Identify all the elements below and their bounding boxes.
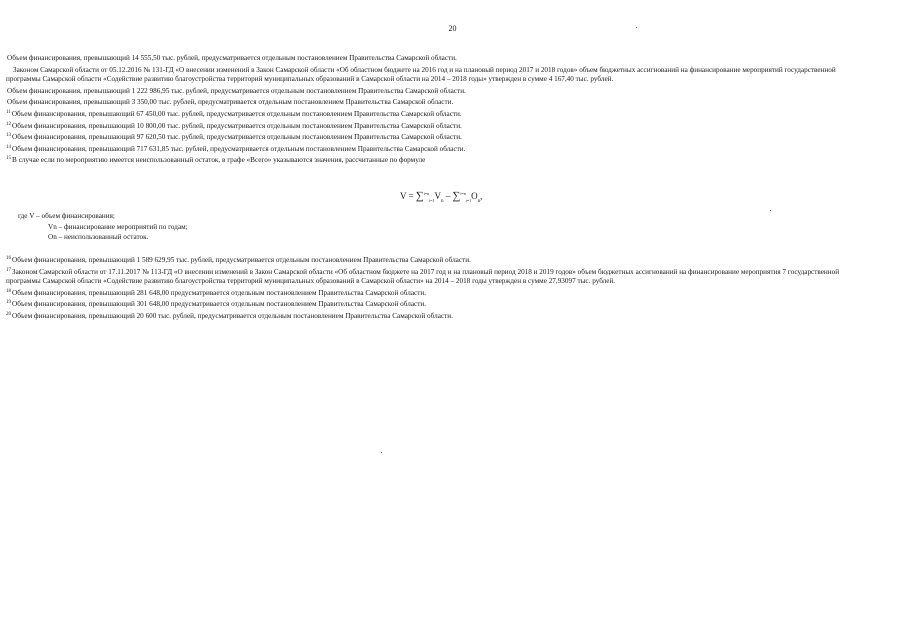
footnote-text: Объем финансирования, превышающий 20 600 тыс. рублей, предусматривается отдельным постановлением Правительства Самарской области. xyxy=(12,311,453,320)
footnote xyxy=(6,108,866,120)
footnote xyxy=(6,143,866,155)
formula-lhs: V = xyxy=(400,191,414,201)
footnote xyxy=(6,310,866,322)
footnote-text: Объем финансирования, превышающий 301 648,00 предусматривается отдельным постановлением Правительства Самарской области. xyxy=(12,300,426,309)
footnote-number: 11 xyxy=(6,109,11,115)
page-number: 20 xyxy=(448,24,457,33)
footnote-text: Объем финансирования, превышающий 717 631,85 тыс. рублей, предусматривается отдельным постановлением Правительства Самарской области. xyxy=(12,144,466,153)
formula-term-subscript: n xyxy=(477,198,481,204)
footnote xyxy=(6,287,866,299)
sum-lower-limit: i=1 xyxy=(465,197,472,203)
footnote-number: 16 xyxy=(6,256,11,261)
formula-term: O xyxy=(471,191,478,201)
footnote-text: Объем финансирования, превышающий 1 589 629,95 тыс. рублей, предусматривается отдельным постановлением Правительства Самарской области. xyxy=(12,256,471,264)
footnote-text: Объем финансирования, превышающий 1 222 986,95 тыс. рублей, предусматривается отдельным постановлением Правительства Самарской области. xyxy=(7,86,466,95)
footnote xyxy=(6,254,866,266)
footnotes-block-2 xyxy=(6,254,866,322)
formula-term: V xyxy=(434,191,442,201)
formula-legend xyxy=(18,211,188,243)
formula-legend-intro: где V – объем финансирования; xyxy=(18,212,115,220)
footnote-text: Законом Самарской области от 17.11.2017 № 113-ГД «О внесении изменений в Закон Самарской области «Об областном бюджете на 2017 год и на плановый период 2018 и 2019 годов» объем бюджетных ассигнований на финансирование мероприятия 7 государственной программы Самарской области «Содействие развитию благоустройства территорий муниципальных образований в Самарской области» на 2014 – 2018 годы утвержден в сумме 27,93097 тыс. рублей. xyxy=(6,267,840,286)
footnote xyxy=(6,131,866,143)
footnote-number: 14 xyxy=(6,144,11,150)
footnote xyxy=(6,64,866,85)
footnote xyxy=(6,96,866,108)
footnote-number: 19 xyxy=(6,300,11,306)
footnote-number: 18 xyxy=(6,288,11,294)
footnote-number: 12 xyxy=(6,121,11,127)
sum-upper-limit: i=n xyxy=(460,191,466,196)
footnote-text: Объем финансирования, превышающий 97 620,50 тыс. рублей, предусматривается отдельным постановлением Правительства Самарской области. xyxy=(12,133,462,142)
formula xyxy=(400,190,482,204)
formula-minus: – xyxy=(443,191,453,201)
footnotes-block-1 xyxy=(6,52,866,166)
scan-speck xyxy=(770,210,771,211)
sum-lower-limit: i=1 xyxy=(429,197,435,203)
formula-legend-item: Оn – неиспользованный остаток. xyxy=(48,233,149,241)
footnote-text: Объем финансирования, превышающий 3 350,00 тыс. рублей, предусматривается отдельным постановлением Правительства Самарской области. xyxy=(7,98,454,107)
sum-symbol: ∑ xyxy=(452,190,461,202)
footnote-number: 17 xyxy=(6,267,11,273)
footnote-text: Законом Самарской области от 05.12.2016 № 131-ГД «О внесении изменений в Закон Самарской области «Об областном бюджете на 2016 год и на плановый период 2017 и 2018 годов» объем бюджетных ассигнований на финансирование мероприятий государственной программы Самарской области «Содействие развитию благоустройства территорий муниципальных образований в Самарской области на 2014 – 2018 годы» утвержден в сумме 4 167,40 тыс. рублей. xyxy=(6,65,836,84)
footnote-text: Объем финансирования, превышающий 14 555,50 тыс. рублей, предусматривается отдельным постановлением Правительства Самарской области. xyxy=(7,54,457,62)
footnote-number: 13 xyxy=(6,133,11,139)
formula-tail: , xyxy=(480,191,483,201)
footnote-number: 15 xyxy=(6,156,11,162)
footnote xyxy=(6,52,866,64)
footnote-text: Объем финансирования, превышающий 67 450,00 тыс. рублей, предусматривается отдельным постановлением Правительства Самарской области. xyxy=(11,109,462,118)
sum-symbol: ∑ xyxy=(415,190,424,202)
formula-legend-item: Vn – финансирование мероприятий по годам; xyxy=(48,222,188,231)
sum-upper-limit: i=n xyxy=(423,191,430,196)
footnote xyxy=(6,120,866,132)
scan-speck xyxy=(636,27,637,28)
footnote xyxy=(6,85,866,97)
formula-term-subscript: n xyxy=(441,198,444,204)
footnote-text: Объем финансирования, превышающий 281 648,00 предусматривается отдельным постановлением Правительства Самарской области. xyxy=(12,288,426,297)
footnote xyxy=(6,154,866,166)
footnote-number: 20 xyxy=(6,311,11,317)
footnote-text: Объем финансирования, превышающий 10 800,00 тыс. рублей, предусматривается отдельным постановлением Правительства Самарской области. xyxy=(12,121,462,130)
footnote xyxy=(6,266,866,287)
scan-speck xyxy=(381,452,382,453)
footnote xyxy=(6,298,866,310)
footnote-text: В случае если по мероприятию имеется неиспользованный остаток, в графе «Всего» указываются значения, рассчитанные по формуле xyxy=(12,156,426,165)
